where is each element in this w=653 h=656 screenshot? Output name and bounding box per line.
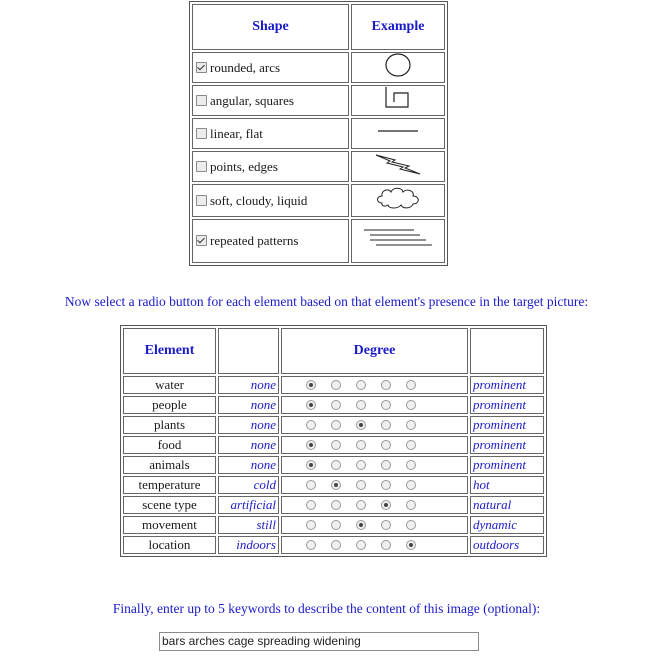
element-label: movement: [123, 516, 216, 534]
low-label: still: [218, 516, 279, 534]
radio-group: [281, 536, 468, 554]
element-label: people: [123, 396, 216, 414]
rounded-checkbox[interactable]: [196, 62, 207, 73]
radio-group: [281, 396, 468, 414]
degree-row: [123, 516, 544, 534]
radio-group: [281, 376, 468, 394]
degree-radio[interactable]: [331, 540, 341, 550]
high-label: prominent: [470, 396, 544, 414]
degree-radio[interactable]: [406, 460, 416, 470]
degree-radio[interactable]: [331, 380, 341, 390]
degree-row: [123, 396, 544, 414]
shape-label: points, edges: [210, 158, 278, 174]
element-label: scene type: [123, 496, 216, 514]
repeated-checkbox[interactable]: [196, 235, 207, 246]
degree-row: [123, 456, 544, 474]
degree-row: [123, 536, 544, 554]
degree-header: Degree: [281, 328, 468, 374]
shape-label: repeated patterns: [210, 233, 299, 248]
degree-radio[interactable]: [381, 420, 391, 430]
high-label: dynamic: [470, 516, 544, 534]
shape-row: [192, 118, 349, 149]
circle-icon: [351, 52, 445, 83]
shape-label: angular, squares: [210, 92, 294, 108]
degree-radio[interactable]: [406, 480, 416, 490]
radio-group: [281, 436, 468, 454]
element-label: temperature: [123, 476, 216, 494]
low-label: none: [218, 396, 279, 414]
degree-radio[interactable]: [406, 540, 416, 550]
element-header: Element: [123, 328, 216, 374]
degree-radio[interactable]: [381, 540, 391, 550]
degree-radio[interactable]: [406, 440, 416, 450]
radio-group: [281, 496, 468, 514]
degree-radio[interactable]: [356, 480, 366, 490]
radio-instruction: Now select a radio button for each element based on that element's presence in the target picture:: [64, 294, 589, 309]
keywords-instruction: Finally, enter up to 5 keywords to describe the content of this image (optional):: [112, 601, 541, 616]
degree-radio[interactable]: [381, 440, 391, 450]
degree-radio[interactable]: [356, 420, 366, 430]
lightning-bolt-icon: [351, 151, 445, 182]
degree-row: [123, 416, 544, 434]
element-label: water: [123, 376, 216, 394]
degree-row: [123, 436, 544, 454]
angular-square-icon: [351, 85, 445, 116]
degree-radio[interactable]: [406, 400, 416, 410]
degree-radio[interactable]: [356, 500, 366, 510]
degree-radio[interactable]: [306, 400, 316, 410]
degree-radio[interactable]: [306, 500, 316, 510]
shape-row: [192, 85, 349, 116]
degree-radio[interactable]: [406, 420, 416, 430]
degree-radio[interactable]: [306, 380, 316, 390]
degree-low-header: [218, 328, 279, 374]
degree-row: [123, 376, 544, 394]
high-label: prominent: [470, 436, 544, 454]
degree-radio[interactable]: [356, 440, 366, 450]
shape-row: [192, 151, 349, 182]
linear-checkbox[interactable]: [196, 128, 207, 139]
flat-line-icon: [351, 118, 445, 149]
points-checkbox[interactable]: [196, 161, 207, 172]
keywords-input[interactable]: bars arches cage spreading widening: [159, 632, 479, 651]
degree-radio[interactable]: [406, 500, 416, 510]
element-label: plants: [123, 416, 216, 434]
shape-label: rounded, arcs: [210, 59, 281, 75]
degree-radio[interactable]: [356, 520, 366, 530]
degree-radio[interactable]: [356, 380, 366, 390]
radio-group: [281, 416, 468, 434]
cloud-icon: [351, 184, 445, 217]
degree-row: [123, 496, 544, 514]
degree-radio[interactable]: [356, 540, 366, 550]
degree-radio[interactable]: [406, 520, 416, 530]
degree-radio[interactable]: [306, 480, 316, 490]
degree-radio[interactable]: [356, 400, 366, 410]
low-label: artificial: [218, 496, 279, 514]
degree-radio[interactable]: [306, 540, 316, 550]
radio-group: [281, 476, 468, 494]
degree-radio[interactable]: [381, 460, 391, 470]
degree-radio[interactable]: [406, 380, 416, 390]
element-label: animals: [123, 456, 216, 474]
degree-radio[interactable]: [331, 500, 341, 510]
shape-label: linear, flat: [210, 125, 263, 141]
soft-checkbox[interactable]: [196, 195, 207, 206]
low-label: none: [218, 416, 279, 434]
low-label: indoors: [218, 536, 279, 554]
degree-radio[interactable]: [381, 480, 391, 490]
shape-label: soft, cloudy, liquid: [210, 192, 308, 208]
degree-radio[interactable]: [381, 400, 391, 410]
low-label: cold: [218, 476, 279, 494]
low-label: none: [218, 436, 279, 454]
degree-radio[interactable]: [306, 520, 316, 530]
element-label: location: [123, 536, 216, 554]
degree-radio[interactable]: [381, 500, 391, 510]
high-label: outdoors: [470, 536, 544, 554]
high-label: natural: [470, 496, 544, 514]
degree-high-header: [470, 328, 544, 374]
high-label: prominent: [470, 456, 544, 474]
shape-table: [189, 1, 448, 266]
degree-radio[interactable]: [306, 420, 316, 430]
degree-radio[interactable]: [306, 440, 316, 450]
degree-row: [123, 476, 544, 494]
element-label: food: [123, 436, 216, 454]
low-label: none: [218, 456, 279, 474]
high-label: prominent: [470, 416, 544, 434]
degree-radio[interactable]: [331, 520, 341, 530]
degree-table: [120, 325, 547, 557]
degree-radio[interactable]: [381, 380, 391, 390]
degree-radio[interactable]: [356, 460, 366, 470]
degree-radio[interactable]: [331, 420, 341, 430]
radio-group: [281, 516, 468, 534]
degree-radio[interactable]: [331, 440, 341, 450]
shape-row: [192, 219, 349, 263]
degree-radio[interactable]: [306, 460, 316, 470]
radio-group: [281, 456, 468, 474]
shape-row: [192, 184, 349, 217]
example-header: Example: [351, 4, 445, 50]
repeated-lines-icon: [351, 219, 445, 263]
shape-row: [192, 52, 349, 83]
degree-radio[interactable]: [331, 460, 341, 470]
degree-radio[interactable]: [331, 480, 341, 490]
low-label: none: [218, 376, 279, 394]
high-label: prominent: [470, 376, 544, 394]
high-label: hot: [470, 476, 544, 494]
degree-radio[interactable]: [381, 520, 391, 530]
angular-checkbox[interactable]: [196, 95, 207, 106]
shape-header: Shape: [192, 4, 349, 50]
degree-radio[interactable]: [331, 400, 341, 410]
